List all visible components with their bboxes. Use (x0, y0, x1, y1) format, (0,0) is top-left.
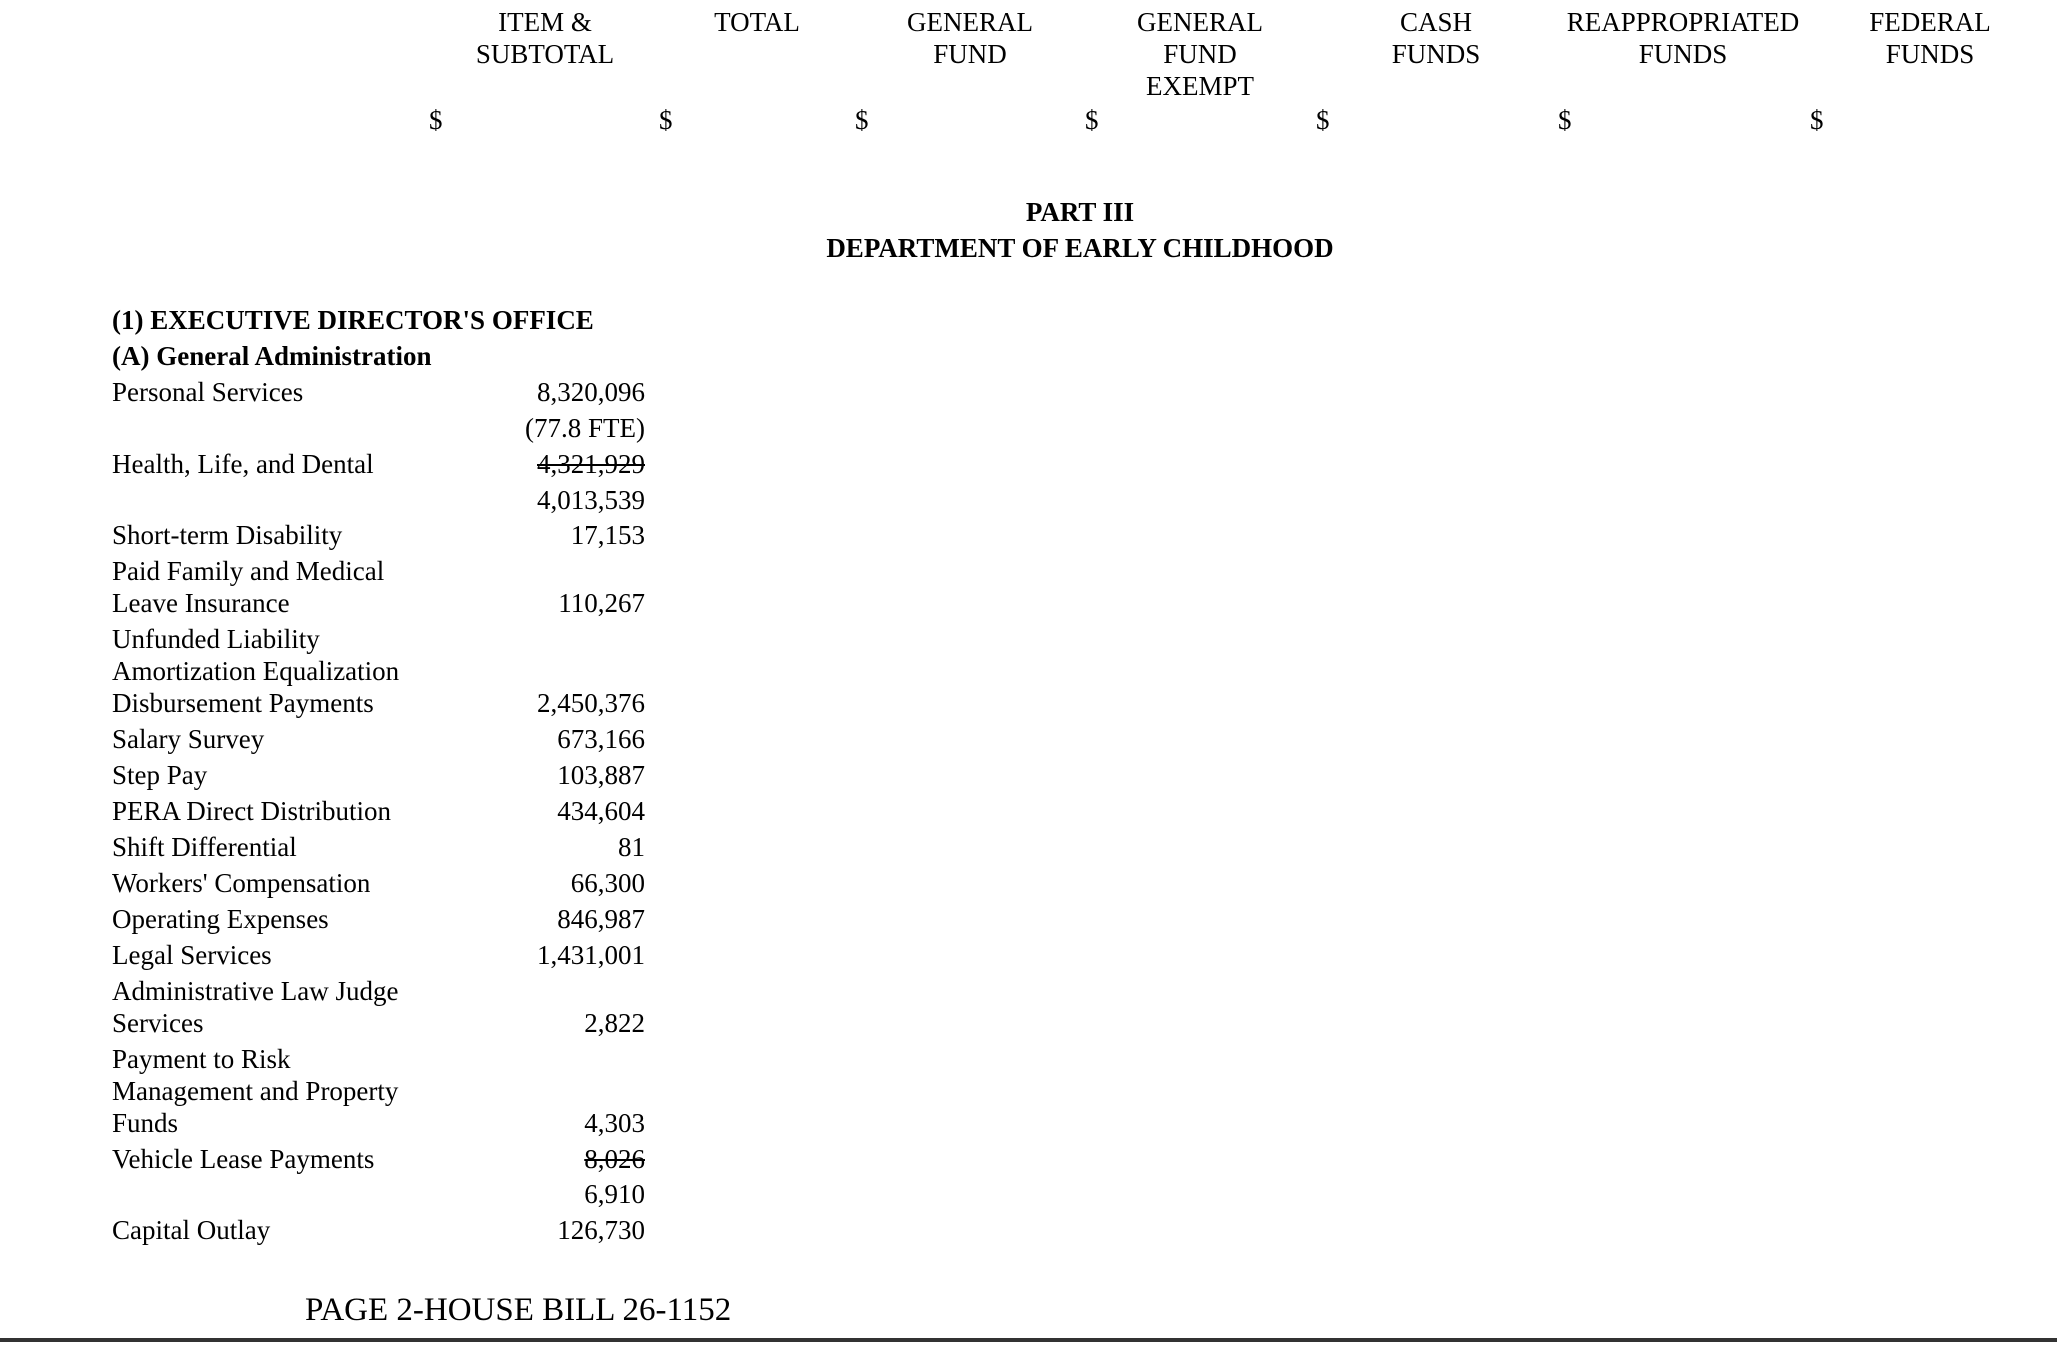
currency-symbol: $ (1316, 105, 1330, 135)
line-item-amount: 103,887 (557, 760, 645, 790)
line-item-amount: 17,153 (570, 520, 645, 550)
line-item-label: Unfunded Liability Amortization Equalization Disbursement Payments (112, 624, 400, 718)
line-item-amount: 126,730 (557, 1215, 645, 1245)
line-item-label: Shift Differential (112, 832, 297, 862)
currency-symbol: $ (1085, 105, 1099, 135)
line-item-amount-struck: 4,321,929 (537, 449, 645, 479)
line-item-label: Paid Family and Medical Leave Insurance (112, 556, 385, 618)
currency-symbol: $ (659, 105, 673, 135)
line-item-amount: 846,987 (557, 904, 645, 934)
department-title: DEPARTMENT OF EARLY CHILDHOOD (826, 233, 1334, 263)
currency-symbol: $ (1558, 105, 1572, 135)
subsection-heading: (A) General Administration (112, 341, 432, 371)
line-item-label: Administrative Law Judge Services (112, 976, 399, 1038)
column-header-cash-funds: CASH FUNDS (1391, 7, 1481, 69)
column-header-reappropriated-funds: REAPPROPRIATED FUNDS (1566, 7, 1800, 69)
line-item-label: PERA Direct Distribution (112, 796, 391, 826)
line-item-label: Short-term Disability (112, 520, 343, 550)
line-item-amount: 66,300 (570, 868, 645, 898)
line-item-label: Step Pay (112, 760, 208, 790)
line-item-amount: 673,166 (557, 724, 645, 754)
line-item-amount: 434,604 (557, 796, 645, 826)
column-header-total: TOTAL (714, 7, 800, 37)
line-item-amount: 81 (618, 832, 645, 862)
line-item-label: Health, Life, and Dental (112, 449, 374, 479)
line-item-fte: (77.8 FTE) (525, 413, 645, 443)
column-header-item-subtotal: ITEM & SUBTOTAL (475, 7, 615, 69)
page-footer: PAGE 2-HOUSE BILL 26-1152 (305, 1292, 732, 1328)
line-item-amount: 4,303 (584, 1108, 645, 1138)
currency-symbol: $ (429, 105, 443, 135)
line-item-label: Payment to Risk Management and Property Funds (112, 1044, 399, 1138)
line-item-amount: 6,910 (584, 1179, 645, 1209)
line-item-amount: 4,013,539 (537, 485, 645, 515)
column-header-general-fund: GENERAL FUND (907, 7, 1033, 69)
line-item-label: Workers' Compensation (112, 868, 371, 898)
line-item-amount: 1,431,001 (537, 940, 645, 970)
currency-symbol: $ (1810, 105, 1824, 135)
line-item-amount: 2,822 (584, 1008, 645, 1038)
part-title: PART III (1025, 197, 1135, 227)
line-item-label: Legal Services (112, 940, 272, 970)
line-item-label: Personal Services (112, 377, 304, 407)
bottom-rule (0, 1338, 2057, 1342)
line-item-amount: 8,320,096 (537, 377, 645, 407)
section-heading: (1) EXECUTIVE DIRECTOR'S OFFICE (112, 305, 594, 335)
line-item-amount: 110,267 (558, 588, 645, 618)
line-item-amount: 2,450,376 (537, 688, 645, 718)
line-item-label: Capital Outlay (112, 1215, 271, 1245)
column-header-general-fund-exempt: GENERAL FUND EXEMPT (1137, 7, 1263, 101)
line-item-amount-struck: 8,026 (584, 1144, 645, 1174)
column-header-federal-funds: FEDERAL FUNDS (1869, 7, 1991, 69)
line-item-label: Vehicle Lease Payments (112, 1144, 375, 1174)
line-item-label: Operating Expenses (112, 904, 329, 934)
currency-symbol: $ (855, 105, 869, 135)
line-item-label: Salary Survey (112, 724, 265, 754)
